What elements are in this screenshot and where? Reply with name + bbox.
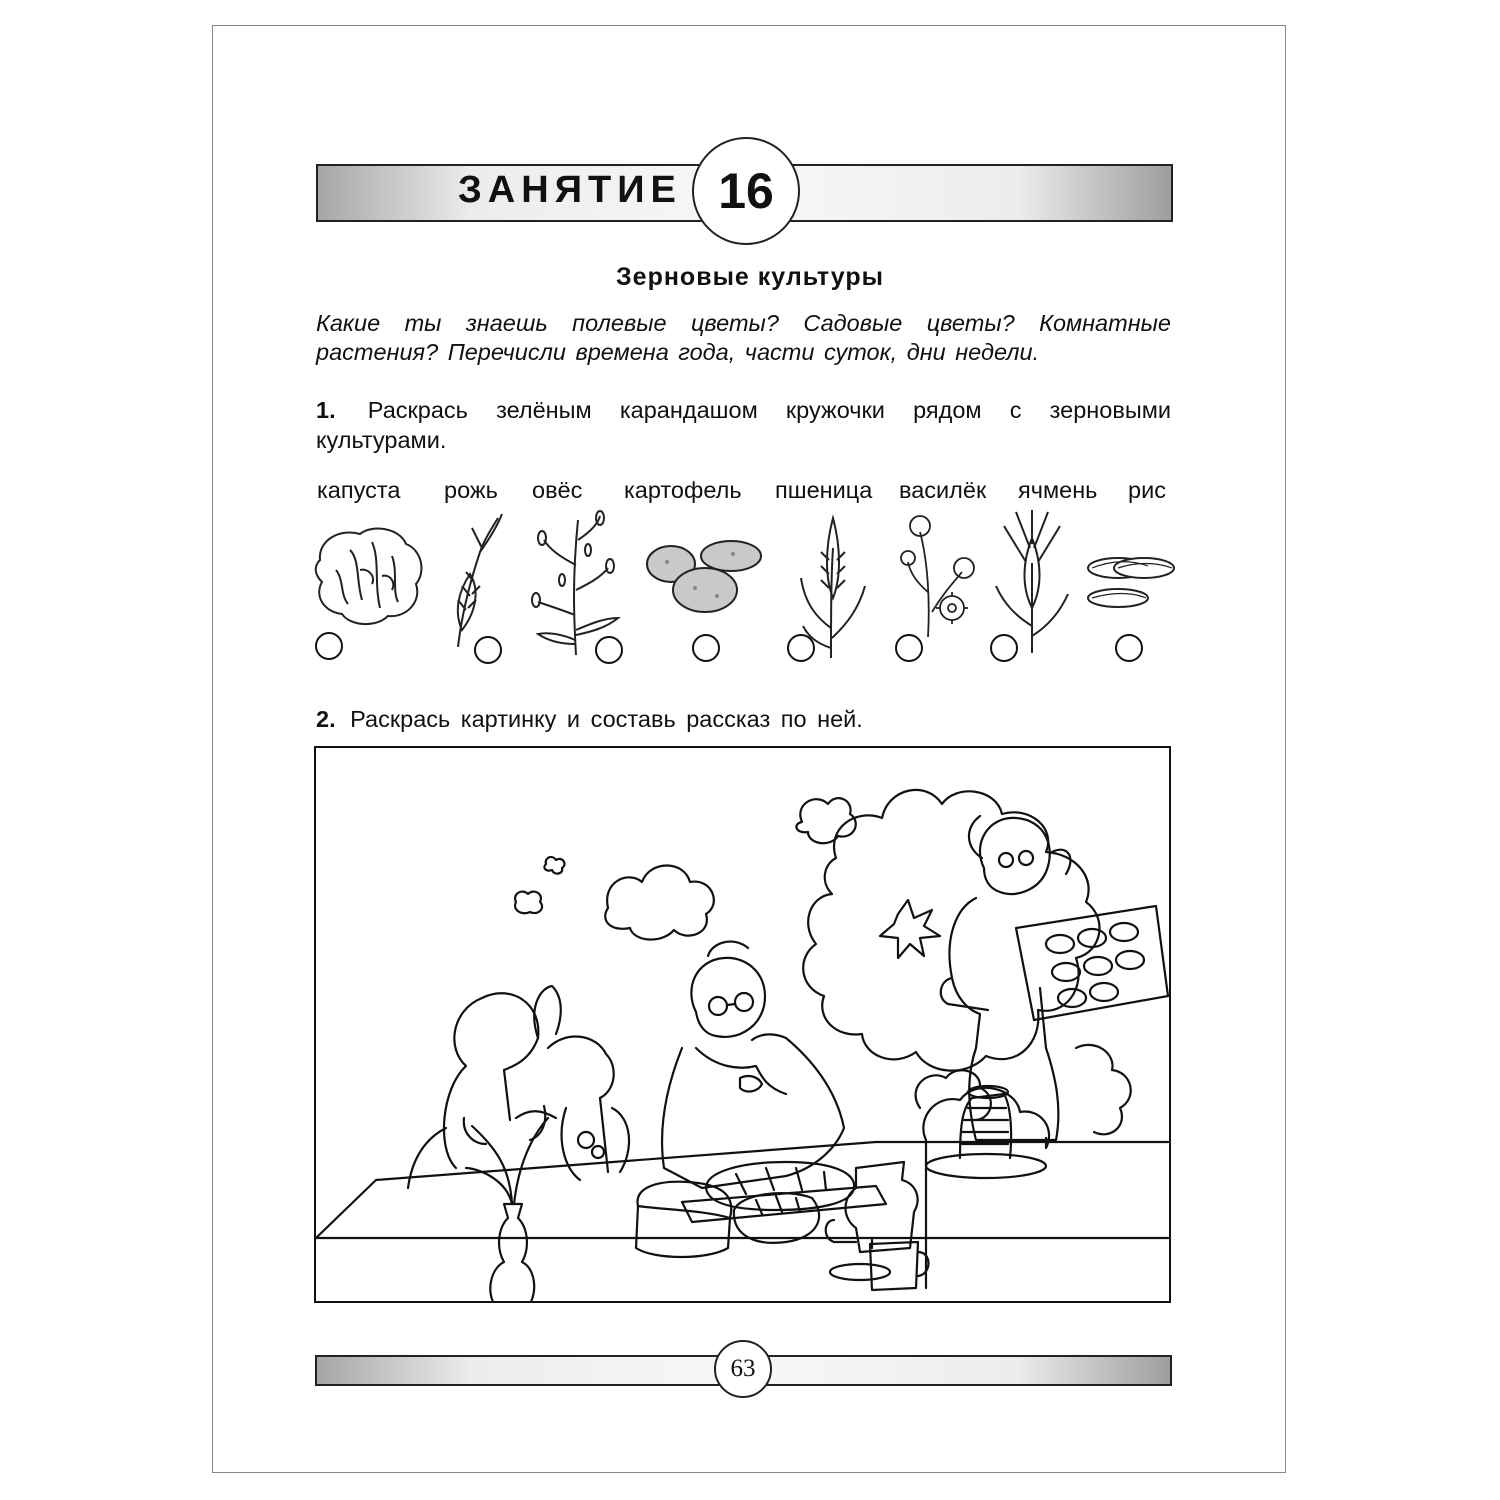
answer-circle-oats[interactable] [595, 636, 623, 664]
answer-circle-rice[interactable] [1115, 634, 1143, 662]
lesson-title: ЗАНЯТИЕ [458, 169, 682, 211]
task-2-text: Раскрась картинку и составь рассказ по ней. [350, 706, 863, 732]
plant-label-cabbage: капуста [317, 477, 401, 503]
rye-icon [440, 512, 510, 652]
answer-circle-potato[interactable] [692, 634, 720, 662]
plant-label-barley: ячмень [1018, 477, 1098, 503]
plant-label-potato: картофель [624, 477, 742, 503]
task-2-number: 2. [316, 706, 336, 732]
answer-circle-wheat[interactable] [787, 634, 815, 662]
family-baking-scene-illustration [316, 748, 1169, 1301]
page-number: 63 [714, 1340, 772, 1398]
cabbage-icon [310, 520, 430, 630]
cornflower-icon [898, 512, 983, 642]
task-1-number: 1. [316, 397, 336, 423]
task-1-text: Раскрась зелёным карандашом кружочки рядом с зерновыми культурами. [316, 397, 1172, 453]
answer-circle-rye[interactable] [474, 636, 502, 664]
lesson-number: 16 [692, 137, 800, 245]
plant-label-wheat: пшеница [775, 477, 873, 503]
answer-circle-barley[interactable] [990, 634, 1018, 662]
answer-circle-cornflower[interactable] [895, 634, 923, 662]
plant-label-cornflower: василёк [899, 477, 987, 503]
rice-icon [1082, 548, 1177, 618]
intro-questions: Какие ты знаешь полевые цветы? Садовые цветы? Комнатные растения? Перечисли времена года, части суток, дни недели. [316, 310, 1171, 365]
plant-label-rice: рис [1128, 477, 1166, 503]
plant-label-oats: овёс [532, 477, 583, 503]
coloring-picture[interactable] [314, 746, 1171, 1303]
plant-label-rye: рожь [444, 477, 498, 503]
page-subtitle: Зерновые культуры [616, 263, 884, 291]
potato-icon [643, 538, 773, 618]
answer-circle-cabbage[interactable] [315, 632, 343, 660]
task-1 [316, 395, 1171, 455]
task-2 [316, 704, 1171, 734]
